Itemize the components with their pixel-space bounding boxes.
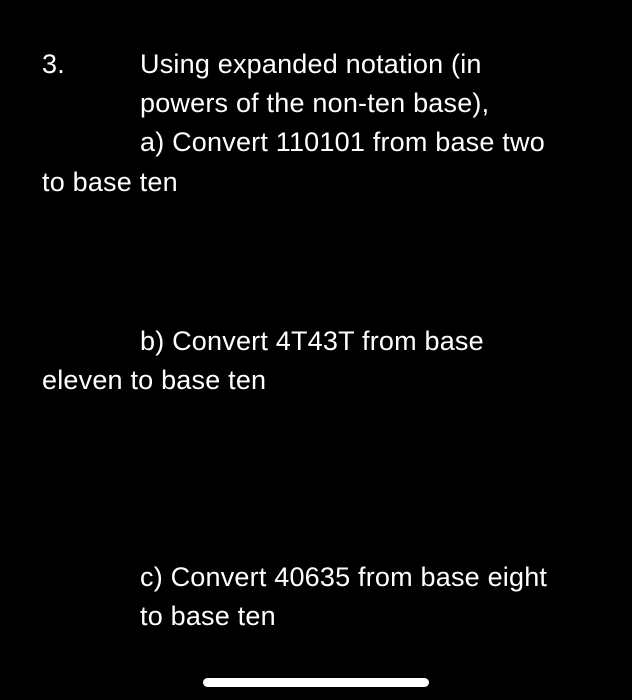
- question-number: 3.: [42, 49, 65, 79]
- part-b-line-2: eleven to base ten: [42, 365, 267, 395]
- intro-line-1: Using expanded notation (in: [140, 49, 482, 79]
- part-b-line-1: b) Convert 4T43T from base: [140, 326, 484, 356]
- part-a-line-2: to base ten: [42, 167, 178, 197]
- part-c-line-2: to base ten: [140, 601, 276, 631]
- intro-line-2: powers of the non-ten base),: [140, 88, 490, 118]
- part-c-line-1: c) Convert 40635 from base eight: [140, 562, 548, 592]
- part-a-line-1: a) Convert 110101 from base two: [140, 127, 545, 157]
- home-indicator-bar[interactable]: [203, 678, 429, 687]
